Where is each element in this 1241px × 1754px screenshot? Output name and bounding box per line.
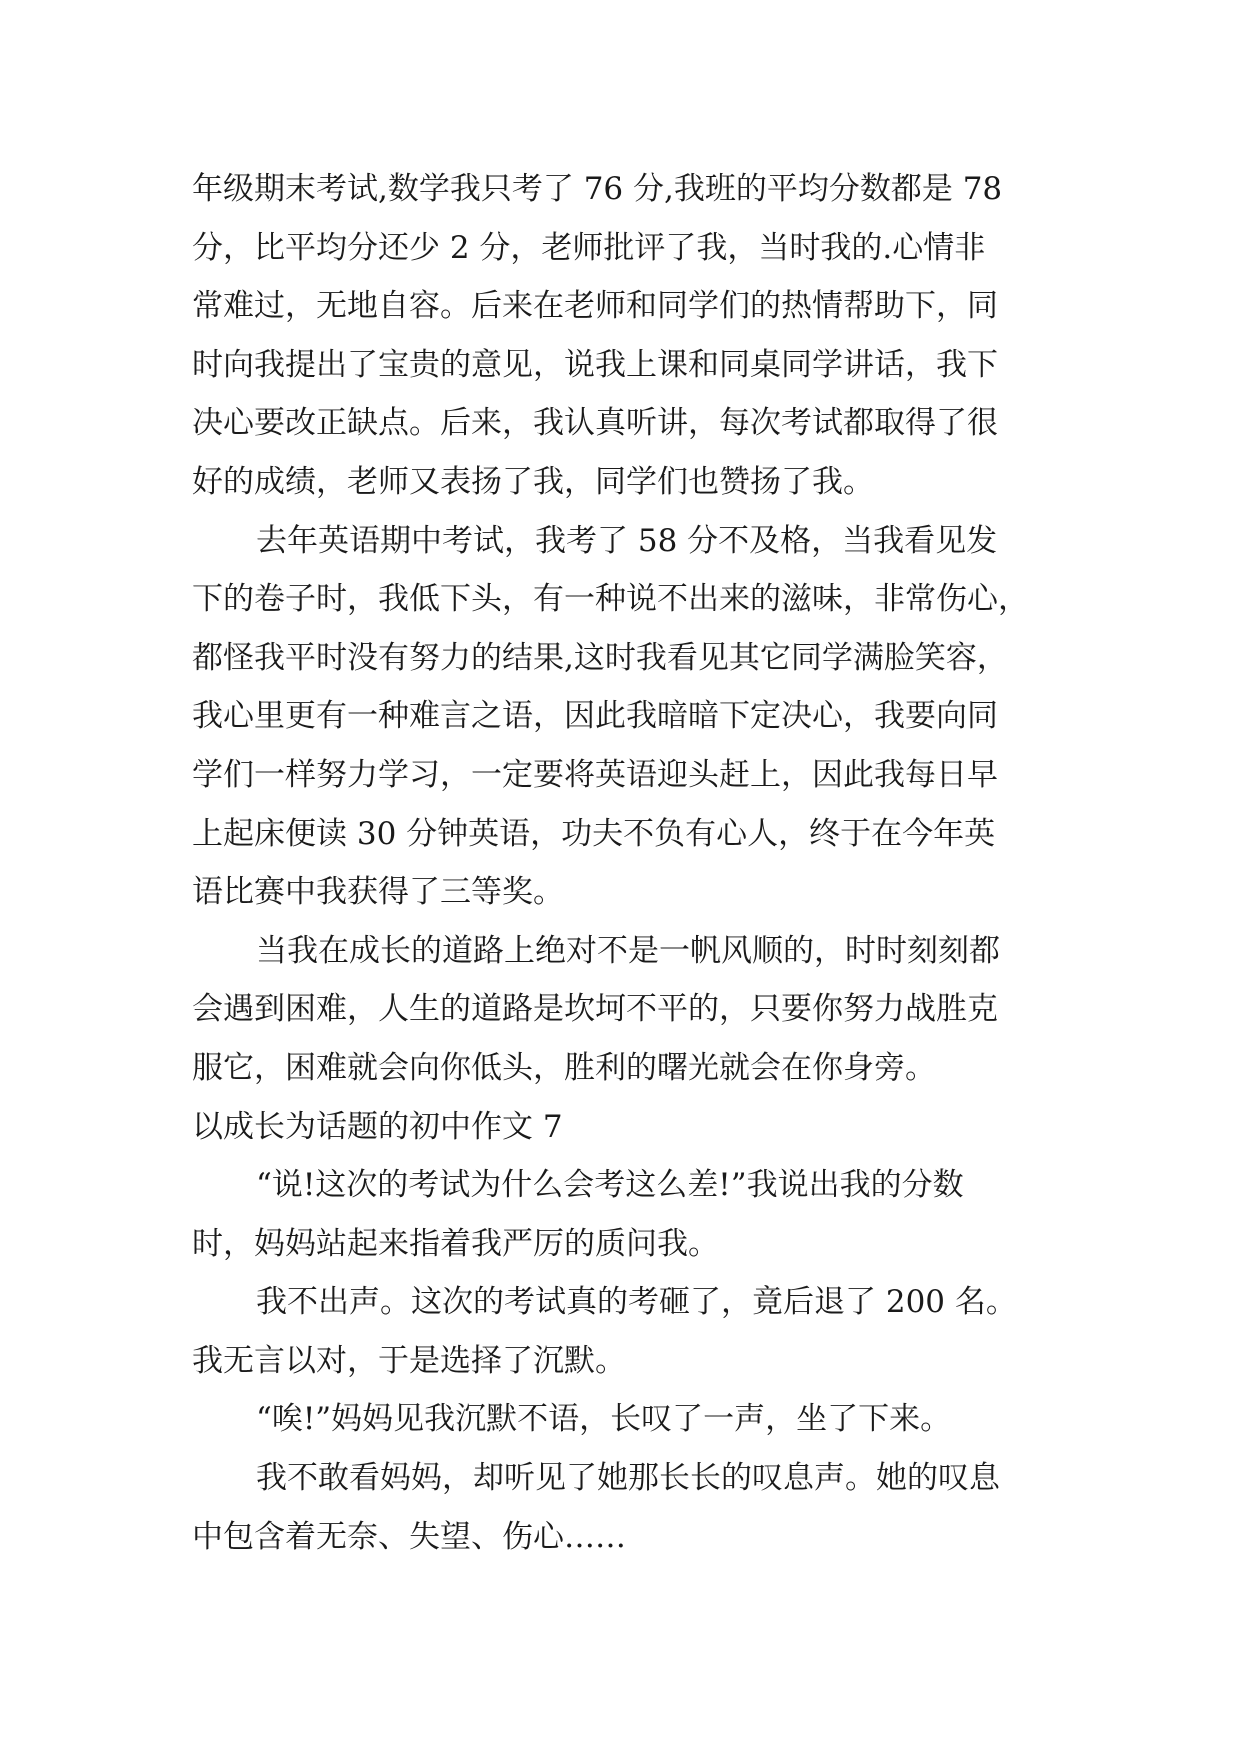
section-heading: 以成长为话题的初中作文 7 xyxy=(192,1108,563,1145)
text-line: 时向我提出了宝贵的意见，说我上课和同桌同学讲话，我下 xyxy=(192,346,998,383)
text-line: 决心要改正缺点。后来，我认真听讲，每次考试都取得了很 xyxy=(192,405,998,442)
text-line: 常难过，无地自容。后来在老师和同学们的热情帮助下，同 xyxy=(192,288,998,325)
document-body xyxy=(192,160,1052,1566)
paragraph-first-line: 我不敢看妈妈，却听见了她那长长的叹息声。她的叹息 xyxy=(256,1460,1000,1497)
text-line: 我无言以对，于是选择了沉默。 xyxy=(192,1342,626,1379)
text-line: 服它，困难就会向你低头，胜利的曙光就会在你身旁。 xyxy=(192,1049,936,1086)
paragraph-first-line: 我不出声。这次的考试真的考砸了，竟后退了 200 名。 xyxy=(256,1284,1017,1321)
paragraph-first-line: 当我在成长的道路上绝对不是一帆风顺的，时时刻刻都 xyxy=(256,932,1000,969)
text-line: 上起床便读 30 分钟英语，功夫不负有心人，终于在今年英 xyxy=(192,815,996,852)
text-line: 学们一样努力学习，一定要将英语迎头赶上，因此我每日早 xyxy=(192,756,998,793)
text-line: 分，比平均分还少 2 分，老师批评了我，当时我的.心情非 xyxy=(192,229,986,266)
text-line: 时，妈妈站起来指着我严厉的质问我。 xyxy=(192,1225,719,1262)
text-line: 中包含着无奈、失望、伤心…… xyxy=(192,1518,626,1555)
paragraph-first-line: “说!这次的考试为什么会考这么差!”我说出我的分数 xyxy=(256,1167,964,1204)
text-line: 语比赛中我获得了三等奖。 xyxy=(192,874,564,911)
text-line: 年级期末考试,数学我只考了 76 分,我班的平均分数都是 78 xyxy=(192,171,1003,207)
text-line: 好的成绩，老师又表扬了我，同学们也赞扬了我。 xyxy=(192,463,874,500)
text-line: 会遇到困难，人生的道路是坎坷不平的，只要你努力战胜克 xyxy=(192,991,998,1028)
text-line: 下的卷子时，我低下头，有一种说不出来的滋味，非常伤心， xyxy=(192,581,1029,618)
text-line: 都怪我平时没有努力的结果,这时我看见其它同学满脸笑容， xyxy=(192,639,1008,676)
text-line: 我心里更有一种难言之语，因此我暗暗下定决心，我要向同 xyxy=(192,698,998,735)
paragraph-first-line: 去年英语期中考试，我考了 58 分不及格，当我看见发 xyxy=(256,522,998,559)
paragraph-first-line: “唉!”妈妈见我沉默不语，长叹了一声，坐了下来。 xyxy=(256,1401,952,1438)
